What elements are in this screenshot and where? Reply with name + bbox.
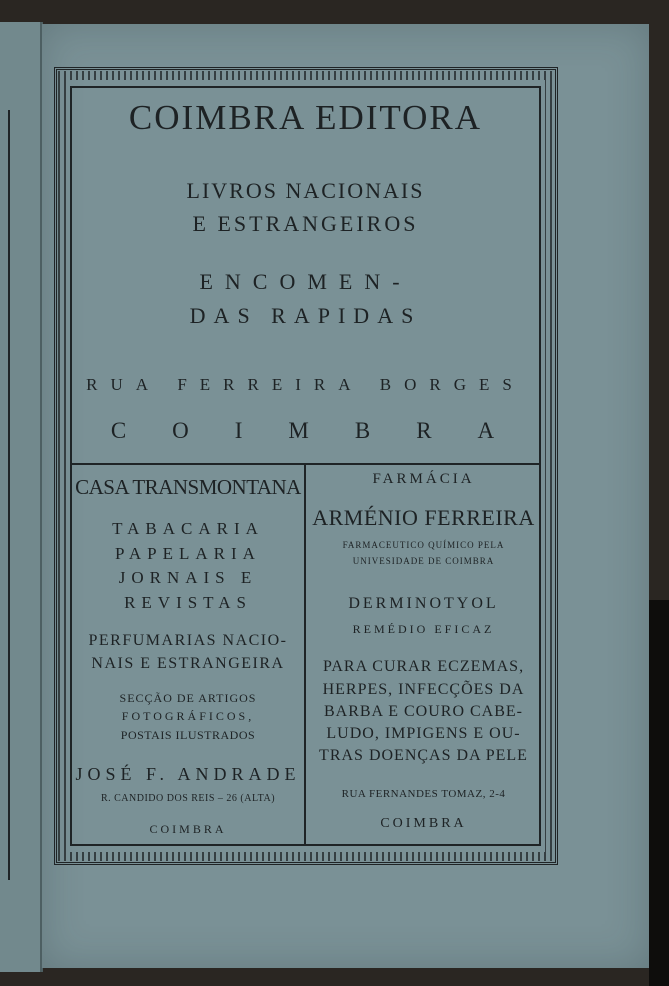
product-name: DERMINOTYOL — [348, 595, 499, 612]
owner-name: JOSÉ F. ANDRADE — [75, 764, 301, 784]
pharmacy-name: ARMÉNIO FERREIRA — [312, 505, 535, 530]
books-line-2: E ESTRANGEIROS — [192, 211, 419, 236]
publisher-street: RUA FERREIRA BORGES — [86, 375, 525, 394]
product-tagline: REMÉDIO EFICAZ — [352, 622, 495, 636]
orders-line-2: DAS RAPIDAS — [189, 303, 422, 328]
product-desc-line: HERPES, INFECÇÕES DA — [322, 681, 525, 698]
left-city: COIMBRA — [149, 822, 227, 836]
dark-background — [649, 600, 669, 986]
orders-line-1: ENCOMEN- — [199, 269, 412, 294]
photo-line-3: POSTAIS ILUSTRADOS — [120, 728, 256, 742]
product-desc-line: LUDO, IMPIGENS E OU- — [326, 725, 521, 742]
pharmacist-credential-1: FARMACEUTICO QUÍMICO PELA — [342, 540, 505, 550]
pharmacist-credential-2: UNIVESIDADE DE COIMBRA — [352, 556, 495, 566]
product-desc-line: BARBA E COURO CABE- — [323, 703, 524, 720]
product-desc-line: PARA CURAR ECZEMAS, — [322, 658, 525, 675]
perfume-line-2: NAIS E ESTRANGEIRA — [91, 655, 285, 672]
left-item: REVISTAS — [124, 593, 252, 612]
publisher-title: COIMBRA EDITORA — [128, 98, 483, 137]
books-line-1: LIVROS NACIONAIS — [186, 178, 425, 203]
left-item: JORNAIS E — [118, 568, 258, 587]
photo-line-1: SECÇÃO DE ARTIGOS — [119, 691, 257, 705]
right-city: COIMBRA — [380, 816, 467, 831]
publisher-city: COIMBRA — [110, 418, 541, 443]
right-address: RUA FERNANDES TOMAZ, 2-4 — [341, 788, 506, 800]
photo-line-2: FOTOGRÁFICOS, — [121, 709, 255, 723]
pharmacy-label: FARMÁCIA — [372, 471, 475, 487]
product-desc-line: TRAS DOENÇAS DA PELE — [319, 747, 528, 764]
perfume-line-1: PERFUMARIAS NACIO- — [88, 632, 288, 649]
left-item: PAPELARIA — [115, 544, 261, 563]
left-shop-name: CASA TRANSMONTANA — [75, 475, 301, 499]
left-item: TABACARIA — [112, 519, 264, 538]
previous-page-edge — [0, 22, 43, 972]
previous-page-border — [0, 110, 10, 880]
left-address: R. CANDIDO DOS REIS – 26 (ALTA) — [100, 793, 276, 804]
